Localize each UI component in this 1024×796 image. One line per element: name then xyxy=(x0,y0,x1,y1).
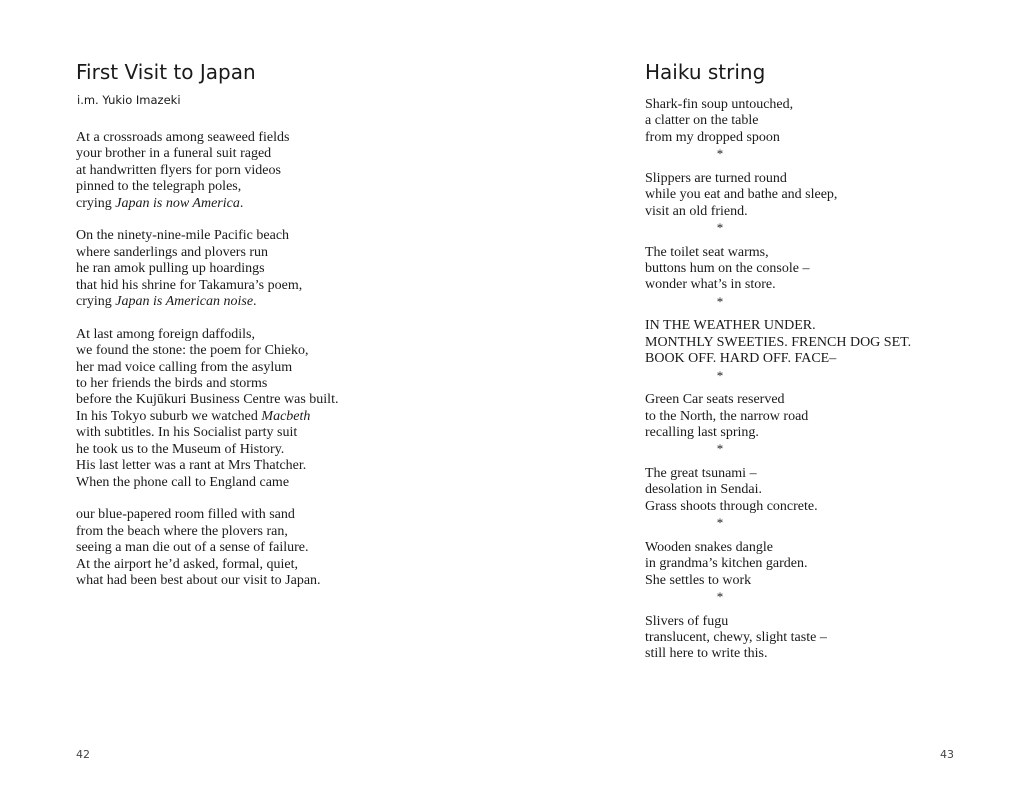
poem-line: pinned to the telegraph poles, xyxy=(76,179,242,195)
asterisk-separator: * xyxy=(716,220,724,236)
poem-title: First Visit to Japan xyxy=(76,60,256,84)
haiku-line: desolation in Sendai. xyxy=(645,482,763,498)
haiku-line: IN THE WEATHER UNDER. xyxy=(645,318,816,334)
haiku-line: visit an old friend. xyxy=(645,203,748,219)
poem-line: At a crossroads among seaweed fields xyxy=(76,130,290,145)
poem-line xyxy=(76,294,338,310)
haiku-line: a clatter on the table xyxy=(645,113,759,129)
poem-line: When the phone call to England came xyxy=(76,474,290,490)
haiku-line: The great tsunami – xyxy=(645,465,757,481)
poem-line: At last among foreign daffodils, xyxy=(76,326,255,342)
poem-line: His last letter was a rant at Mrs Thatcher. xyxy=(76,458,307,474)
poem-line: he took us to the Museum of History. xyxy=(76,441,285,457)
haiku-spacing xyxy=(645,236,1005,244)
haiku-line: MONTHLY SWEETIES. FRENCH DOG SET. xyxy=(645,334,912,350)
stanza xyxy=(76,507,338,589)
italic-phrase: Macbeth xyxy=(261,408,311,424)
right-page xyxy=(512,0,1024,796)
haiku-line: wonder what’s in store. xyxy=(645,277,776,293)
haiku-line: in grandma’s kitchen garden. xyxy=(645,556,808,572)
poem-line: before the Kujūkuri Business Centre was built. xyxy=(76,392,339,408)
poem-line: what had been best about our visit to Japan. xyxy=(76,572,321,588)
haiku-line: buttons hum on the console – xyxy=(645,261,810,276)
line-text: crying xyxy=(76,294,116,310)
haiku-line: recalling last spring. xyxy=(645,425,759,440)
haiku-line: Slivers of fugu xyxy=(645,613,729,629)
haiku xyxy=(645,392,1005,441)
haiku-line: to the North, the narrow road xyxy=(645,408,809,424)
haiku-line: BOOK OFF. HARD OFF. FACE– xyxy=(645,351,837,367)
poem-line: where sanderlings and plovers run xyxy=(76,244,269,260)
haiku xyxy=(645,245,1005,294)
line-text: crying xyxy=(76,195,116,211)
stanza-break xyxy=(76,310,338,326)
haiku-line: Slippers are turned round xyxy=(645,170,787,186)
haiku-spacing xyxy=(645,605,1005,613)
haiku xyxy=(645,466,1005,515)
haiku xyxy=(645,318,1005,367)
stanza xyxy=(76,327,338,491)
haiku-spacing xyxy=(645,310,1005,318)
haiku xyxy=(645,614,1005,663)
haiku-spacing xyxy=(645,532,1005,540)
poem-line: to her friends the birds and storms xyxy=(76,376,268,392)
stanza-break xyxy=(76,491,338,507)
poem-line: seeing a man die out of a sense of failure. xyxy=(76,540,309,556)
haiku-line: She settles to work xyxy=(645,572,752,588)
poem-line: with subtitles. In his Socialist party suit xyxy=(76,425,298,441)
poem-line: On the ninety-nine-mile Pacific beach xyxy=(76,228,290,244)
haiku xyxy=(645,540,1005,589)
poem-dedication: i.m. Yukio Imazeki xyxy=(77,93,181,107)
haiku-spacing xyxy=(645,163,1005,171)
stanza xyxy=(76,228,338,310)
poem-line xyxy=(76,409,338,425)
poem-line: he ran amok pulling up hoardings xyxy=(76,261,265,277)
italic-phrase: Japan is now America xyxy=(115,195,240,211)
poem-line: her mad voice calling from the asylum xyxy=(76,359,293,375)
poem-title: Haiku string xyxy=(645,60,766,84)
poem-line: your brother in a funeral suit raged xyxy=(76,146,272,162)
haiku xyxy=(645,171,1005,220)
poem-line: from the beach where the plovers ran, xyxy=(76,523,288,539)
stanza xyxy=(76,130,338,212)
haiku-line: Shark-fin soup untouched, xyxy=(645,97,794,112)
poem-body xyxy=(76,130,338,589)
poem-line xyxy=(76,196,338,212)
haiku-line: translucent, chewy, slight taste – xyxy=(645,629,827,645)
haiku-line: The toilet seat warms, xyxy=(645,244,769,260)
asterisk-separator: * xyxy=(716,146,724,162)
asterisk-separator: * xyxy=(716,441,724,457)
italic-phrase: Japan is American noise xyxy=(115,294,254,310)
page-number: 42 xyxy=(76,748,90,761)
haiku-spacing xyxy=(645,384,1005,392)
stanza-break xyxy=(76,212,338,228)
poem-line: that hid his shrine for Takamura’s poem, xyxy=(76,277,303,293)
page-number: 43 xyxy=(940,748,954,761)
haiku-spacing xyxy=(645,458,1005,466)
haiku-line: from my dropped spoon xyxy=(645,129,780,145)
asterisk-separator: * xyxy=(716,293,724,309)
haiku-line: Wooden snakes dangle xyxy=(645,539,773,555)
haiku-string-body xyxy=(645,97,1005,663)
poem-line: our blue-papered room filled with sand xyxy=(76,507,295,523)
asterisk-separator: * xyxy=(716,515,724,531)
haiku-line: while you eat and bathe and sleep, xyxy=(645,187,838,203)
poem-line: we found the stone: the poem for Chieko, xyxy=(76,343,309,359)
poem-line: At the airport he’d asked, formal, quiet, xyxy=(76,556,298,572)
poem-line: at handwritten flyers for porn videos xyxy=(76,162,281,178)
line-text: In his Tokyo suburb we watched xyxy=(76,408,262,424)
asterisk-separator: * xyxy=(716,589,724,604)
haiku-line: still here to write this. xyxy=(645,646,768,662)
haiku-line: Green Car seats reserved xyxy=(645,392,785,408)
haiku xyxy=(645,97,1005,146)
line-text: . xyxy=(239,195,244,211)
line-text: . xyxy=(253,294,257,310)
asterisk-separator: * xyxy=(716,367,724,383)
haiku-line: Grass shoots through concrete. xyxy=(645,498,818,514)
